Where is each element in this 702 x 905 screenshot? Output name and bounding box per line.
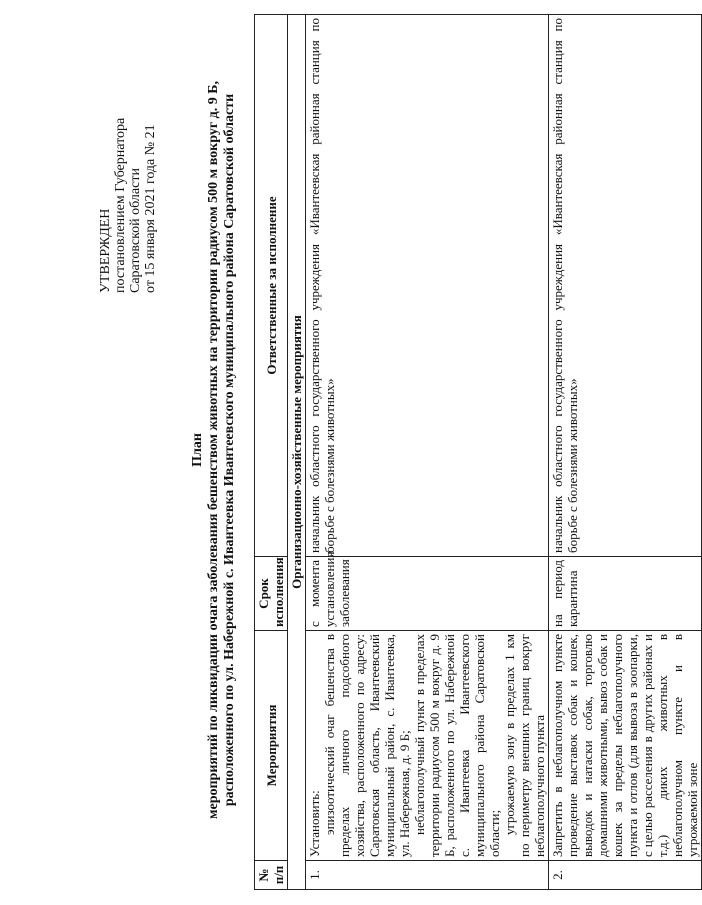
- approval-line: Саратовской области: [128, 168, 143, 293]
- row-responsible: начальник областного государственного учреждения «Ивантеевская районная станция по борьбе с болезнями животных»: [306, 15, 549, 557]
- measures-table: [254, 14, 702, 890]
- measure-paragraph: угрожаемую зону в пределах 1 км по периметру внешних границ вокруг неблагополучного пункта: [502, 634, 547, 857]
- section-title: Организационно-хозяйственные мероприятия: [288, 15, 306, 890]
- row-measure: [306, 631, 549, 861]
- header-num: № п/п: [255, 861, 288, 890]
- plan-subtitle-line: расположенного по ул. Набережной с. Ивантеевка Ивантеевского муниципального района Саратовской области: [222, 93, 237, 807]
- row-number: 2.: [549, 861, 702, 890]
- approval-line: от 15 января 2021 года № 21: [143, 124, 158, 293]
- header-measures: Мероприятия: [255, 631, 288, 861]
- table-row: [549, 15, 702, 890]
- plan-heading: [190, 15, 238, 885]
- header-responsible: Ответственные за исполнение: [255, 15, 288, 557]
- measure-paragraph: неблагополучный пункт в пределах территории радиусом 500 м вокруг д. 9 Б, расположенного по ул. Набережной с. Ивантеевка Ивантеевского муниципального района Саратовской области;: [412, 634, 502, 857]
- row-number: 1.: [306, 861, 549, 890]
- row-responsible: начальник областного государственного учреждения «Ивантеевская районная станция по борьбе с болезнями животных»: [549, 15, 702, 557]
- measure-intro: Установить:: [307, 790, 322, 857]
- plan-title: План: [190, 433, 205, 467]
- header-term: Срок исполнения: [255, 557, 288, 631]
- approval-stamp: [98, 13, 158, 293]
- table-row: [306, 15, 549, 890]
- row-term: на период карантина: [549, 557, 702, 631]
- plan-subtitle-line: мероприятий по ликвидации очага заболевания бешенством животных на территории радиусом 500 м вокруг д. 9 Б,: [206, 80, 221, 820]
- table-header-row: [255, 15, 288, 890]
- section-row: [288, 15, 306, 890]
- approval-line: постановлением Губернатора: [113, 117, 128, 293]
- approval-line: УТВЕРЖДЕН: [98, 208, 113, 293]
- measure-paragraph: эпизоотический очаг бешенства в пределах личного подсобного хозяйства, расположенного по адресу: Саратовская область, Ивантеевский муниципальный район, с. Ивантеевка, ул. Набережная, д. 9 Б;: [322, 634, 412, 857]
- row-measure: Запретить в неблагополучном пункте проведение выставок собак и кошек, выводок и натаски собак, торговлю домашними животными, вывоз собак и кошек за пределы неблагополучного пункта и отлов (для вывоза в зоопарки, с целью расселения в других районах и т.д.) диких животных в неблагополучном пункте и в угрожаемой зоне: [549, 631, 702, 861]
- row-term: с момента установления заболевания: [306, 557, 549, 631]
